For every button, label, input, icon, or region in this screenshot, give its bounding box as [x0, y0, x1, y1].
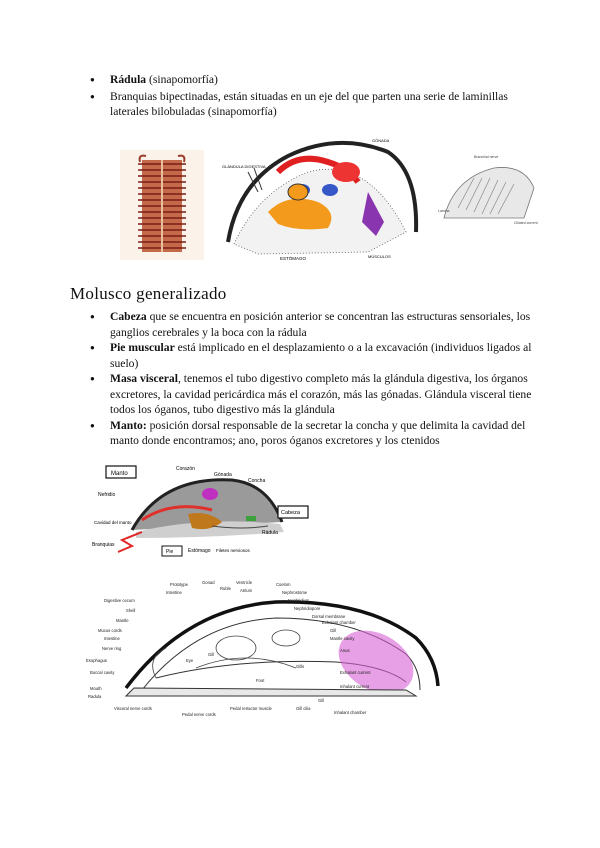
svg-text:Pedal retractor muscle: Pedal retractor muscle [230, 706, 272, 711]
svg-text:GÓNADA: GÓNADA [372, 138, 390, 143]
svg-text:Lamina: Lamina [438, 209, 450, 213]
svg-text:Digestive cecum: Digestive cecum [104, 598, 135, 603]
list-item: ● Pie muscular está implicado en el desplazamiento o a la excavación (individuos ligados al suelo) [84, 340, 532, 371]
svg-text:Gonad: Gonad [202, 580, 215, 585]
mollusc-anatomy-colored [218, 132, 424, 264]
svg-text:Gónada: Gónada [214, 472, 232, 478]
svg-text:Pedal nerve cords: Pedal nerve cords [182, 712, 216, 717]
svg-text:Esophagus: Esophagus [86, 658, 107, 663]
svg-text:Ventricle: Ventricle [236, 580, 253, 585]
svg-text:Visceral nerve cords: Visceral nerve cords [114, 706, 152, 711]
list-item: ● Rádula (sinapomorfía) [84, 72, 524, 88]
svg-text:Atrium: Atrium [240, 588, 253, 593]
svg-text:GLÁNDULA DIGESTIVA: GLÁNDULA DIGESTIVA [222, 164, 266, 169]
svg-text:Inhalant current: Inhalant current [340, 684, 370, 689]
svg-text:Cabeza: Cabeza [281, 510, 300, 516]
svg-text:Concha: Concha [248, 478, 266, 484]
svg-text:Dorsal membrane: Dorsal membrane [312, 614, 346, 619]
svg-text:Manto: Manto [111, 471, 128, 477]
mollusc-line-diagram [86, 578, 476, 720]
bullet-list-main [84, 309, 532, 449]
svg-text:Exhalant current: Exhalant current [340, 670, 371, 675]
svg-text:Eye: Eye [186, 658, 194, 663]
svg-text:Anus: Anus [340, 648, 350, 653]
svg-text:Intestine: Intestine [166, 590, 182, 595]
svg-text:MÚSCULOS: MÚSCULOS [368, 254, 391, 259]
svg-text:Coelom: Coelom [276, 582, 291, 587]
list-item: ● Manto: posición dorsal responsable de la secretar la concha y que delimita la cavidad del manto donde encontramos; ano, poros óganos excretores y los ctenidos [84, 418, 532, 449]
svg-text:ESTÓMAGO: ESTÓMAGO [280, 256, 307, 261]
svg-text:Gills: Gills [296, 664, 305, 669]
svg-text:Shell: Shell [126, 608, 136, 613]
svg-text:Mouth: Mouth [90, 686, 102, 691]
svg-text:Buccal cavity: Buccal cavity [90, 670, 115, 675]
svg-text:Branquias: Branquias [92, 542, 115, 548]
svg-text:Gill: Gill [318, 698, 325, 703]
svg-text:Nephridium: Nephridium [288, 598, 310, 603]
list-item: ● Masa visceral, tenemos el tubo digestivo completo más la glándula digestiva, los órganos excretores, la cavidad pericárdica más el corazón, más las gónadas. Glándula visceral tiene todos los óganos, tubo digestivo más la glándula [84, 371, 532, 418]
svg-text:Ruble: Ruble [220, 586, 231, 591]
svg-text:Ciliated current: Ciliated current [514, 221, 538, 225]
svg-text:Nefridio: Nefridio [98, 492, 116, 498]
svg-text:Prototype: Prototype [170, 582, 188, 587]
svg-text:Inhalant chamber: Inhalant chamber [334, 710, 367, 715]
svg-text:Nephrostome: Nephrostome [282, 590, 308, 595]
svg-text:Cavidad del manto: Cavidad del manto [94, 520, 132, 525]
bullet-list-top [84, 72, 524, 120]
svg-text:Nerve ring: Nerve ring [102, 646, 122, 651]
svg-text:Estómago: Estómago [188, 548, 211, 554]
svg-text:Mantle: Mantle [116, 618, 129, 623]
svg-text:Mantle cavity: Mantle cavity [330, 636, 355, 641]
svg-text:Rádula: Rádula [262, 530, 278, 536]
section-heading: Molusco generalizado [70, 284, 227, 303]
svg-text:Branchial nerve: Branchial nerve [474, 155, 499, 159]
radula-photo [120, 150, 204, 260]
svg-text:Exhalant chamber: Exhalant chamber [322, 620, 356, 625]
svg-text:Mucus cords: Mucus cords [98, 628, 122, 633]
svg-text:Radula: Radula [88, 694, 102, 699]
list-item: ● Branquias bipectinadas, están situadas en un eje del que parten una serie de laminillas laterales bilobuladas (sinapomorfía) [84, 89, 524, 120]
svg-text:Corazón: Corazón [176, 466, 195, 472]
svg-text:Pie: Pie [166, 549, 174, 555]
list-item: ● Cabeza que se encuentra en posición anterior se concentran las estructuras sensoriales, los ganglios cerebrales y la boca con la rádula [84, 309, 532, 340]
generalized-mollusc-figure [92, 460, 314, 560]
svg-text:Foot: Foot [256, 678, 265, 683]
svg-text:Gill: Gill [330, 628, 337, 633]
svg-text:Intestine: Intestine [104, 636, 120, 641]
svg-text:Filetes nerviosos: Filetes nerviosos [216, 548, 250, 553]
gill-diagram [434, 148, 544, 232]
svg-text:Gill: Gill [208, 652, 215, 657]
svg-text:Gill cilia: Gill cilia [296, 706, 311, 711]
svg-text:Nephridiopore: Nephridiopore [294, 606, 321, 611]
